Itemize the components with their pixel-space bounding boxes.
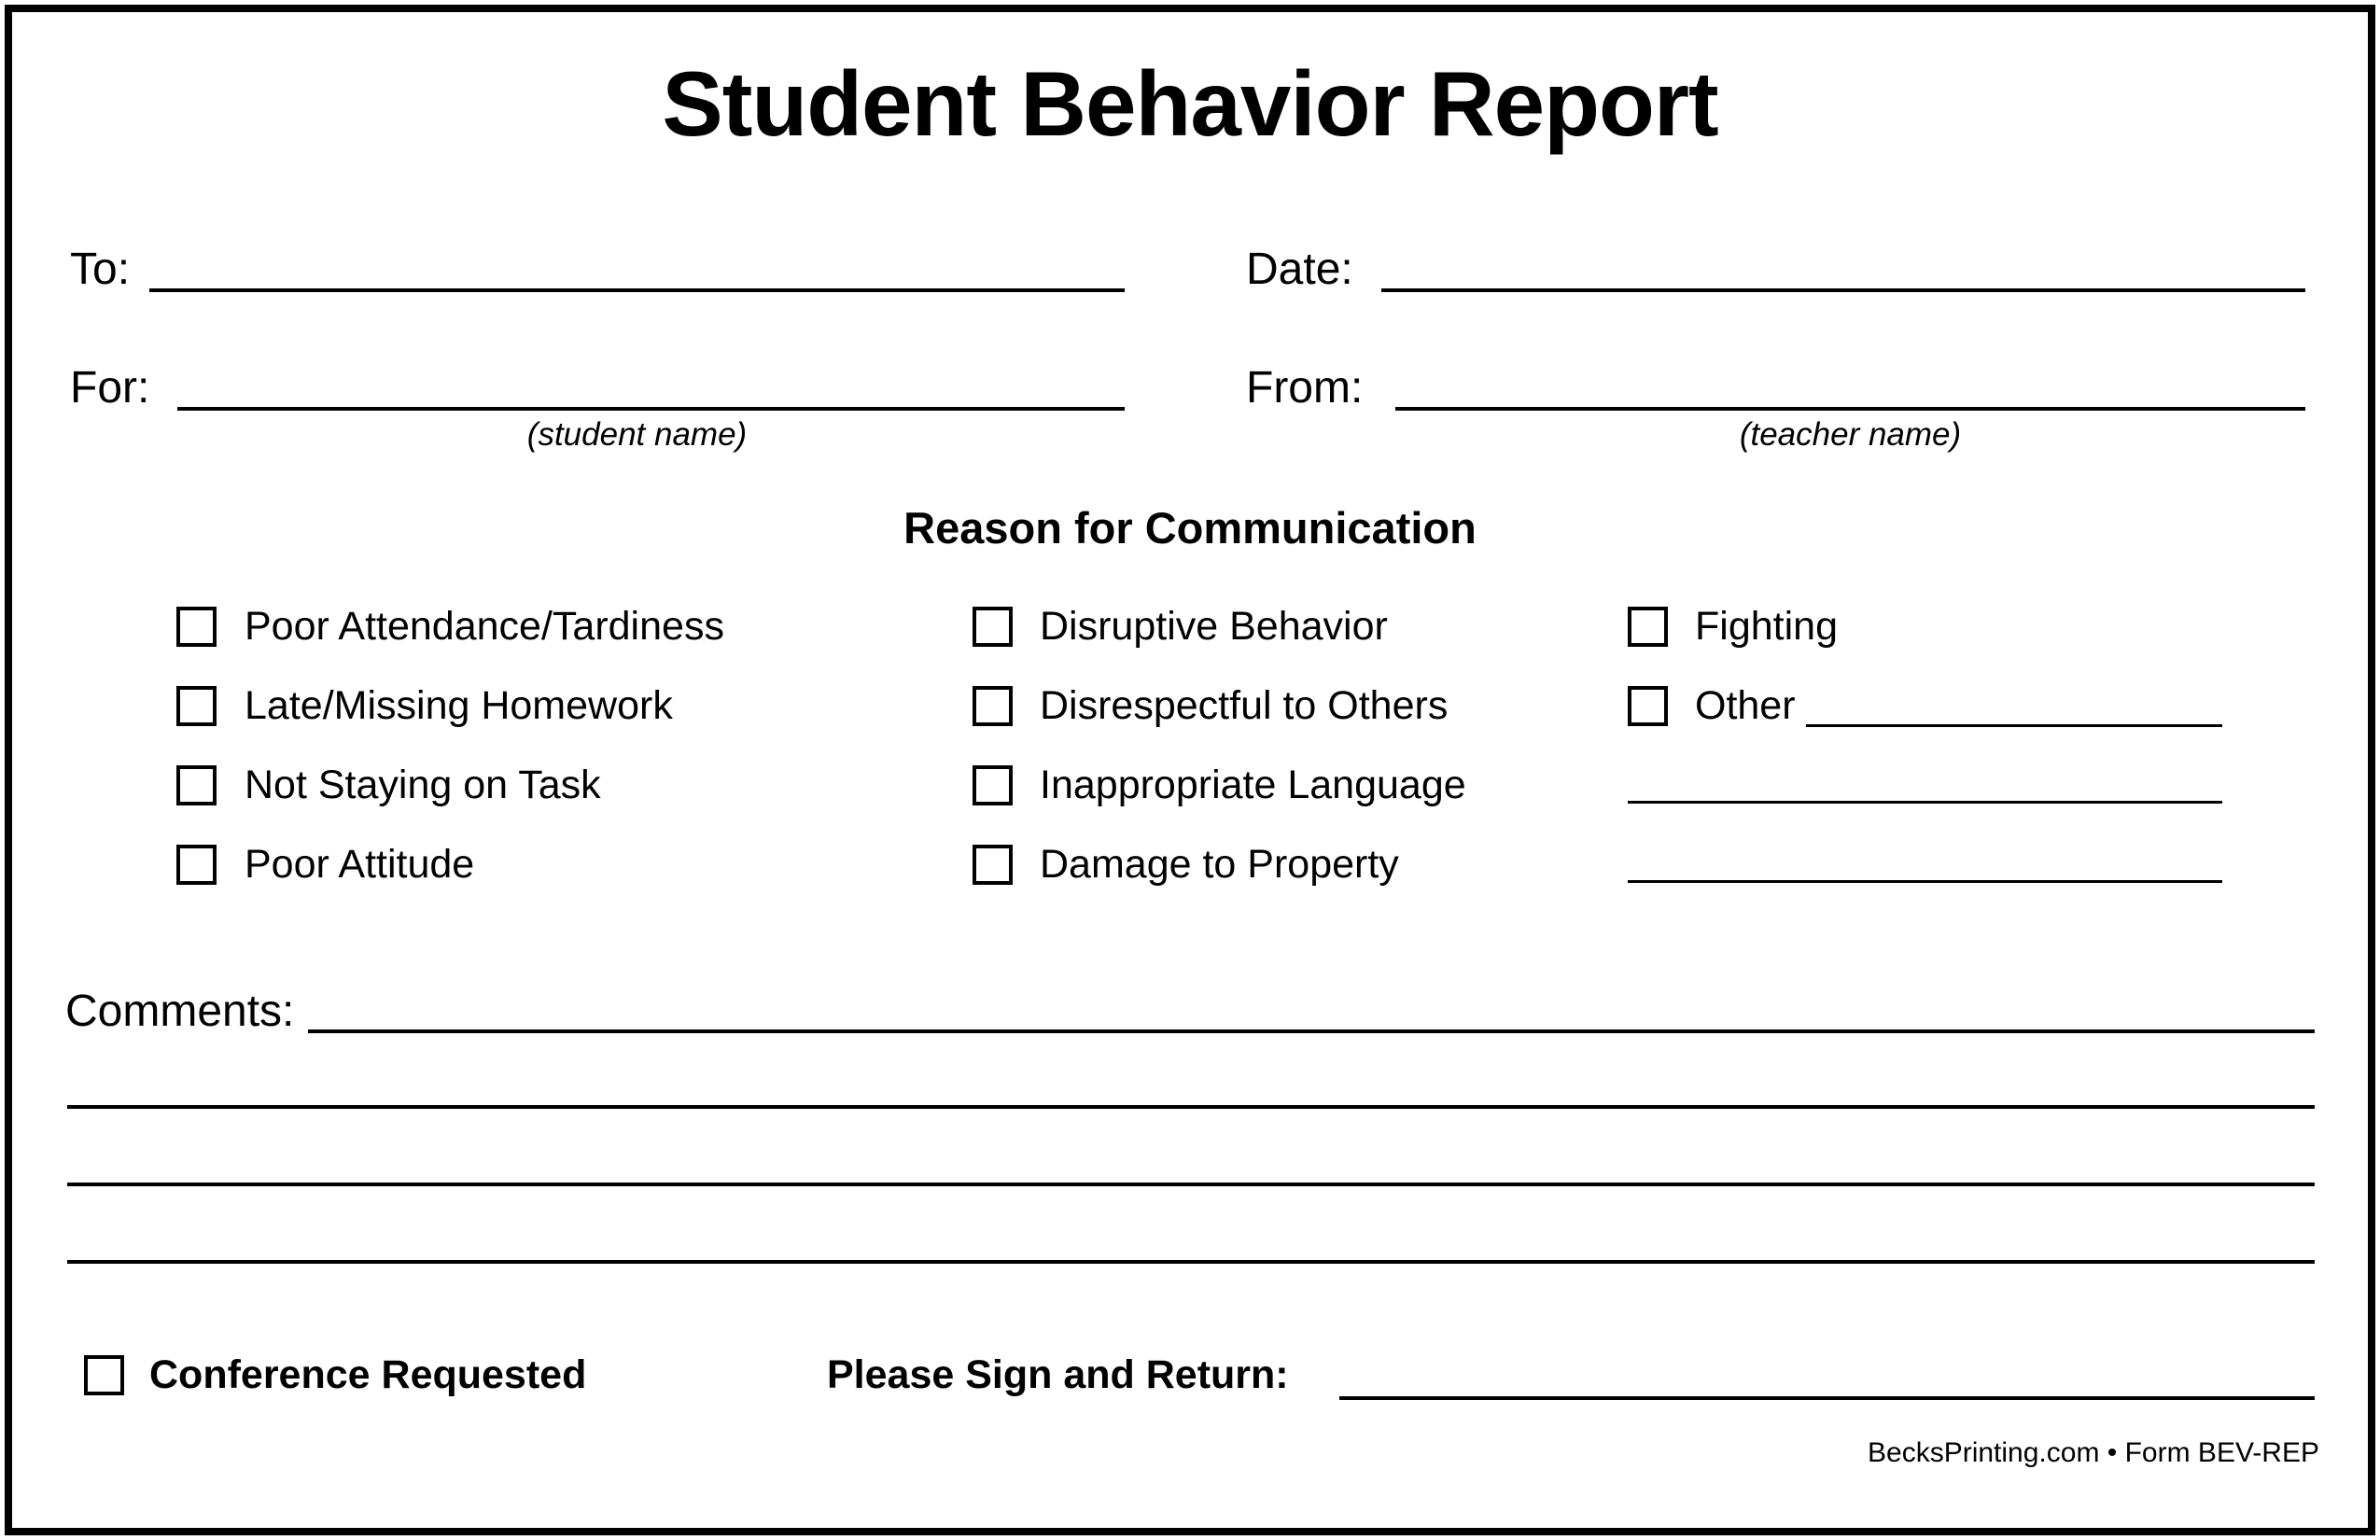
form-title: Student Behavior Report bbox=[662, 52, 1718, 155]
checkbox-disrespectful-to-others[interactable] bbox=[973, 686, 1013, 726]
printer-credit: BecksPrinting.com • Form BEV-REP bbox=[1868, 1437, 2319, 1468]
checkbox-damage-to-property[interactable] bbox=[973, 845, 1013, 885]
checkbox-other[interactable] bbox=[1628, 686, 1668, 726]
teacher-name-hint: (teacher name) bbox=[1739, 416, 1962, 453]
teacher-name-input-line[interactable] bbox=[1395, 407, 2305, 411]
to-input-line[interactable] bbox=[149, 288, 1125, 292]
comments-label: Comments: bbox=[65, 987, 295, 1036]
for-label: For: bbox=[70, 363, 150, 413]
from-label: From: bbox=[1246, 363, 1364, 413]
label-fighting: Fighting bbox=[1695, 604, 1838, 649]
date-label: Date: bbox=[1246, 245, 1353, 294]
checkbox-poor-attitude[interactable] bbox=[176, 845, 217, 885]
label-poor-attendance-tardiness: Poor Attendance/Tardiness bbox=[245, 604, 724, 649]
checkbox-poor-attendance-tardiness[interactable] bbox=[176, 607, 217, 647]
signature-input-line[interactable] bbox=[1339, 1396, 2315, 1400]
label-poor-attitude: Poor Attitude bbox=[245, 842, 475, 887]
label-not-staying-on-task: Not Staying on Task bbox=[245, 763, 601, 807]
label-inappropriate-language: Inappropriate Language bbox=[1040, 763, 1466, 807]
other-input-line[interactable] bbox=[1806, 724, 2222, 727]
sign-and-return-label: Please Sign and Return: bbox=[827, 1352, 1289, 1397]
label-disruptive-behavior: Disruptive Behavior bbox=[1040, 604, 1388, 649]
other-continuation-line-1[interactable] bbox=[1628, 801, 2222, 804]
label-disrespectful-to-others: Disrespectful to Others bbox=[1040, 683, 1449, 728]
checkbox-late-missing-homework[interactable] bbox=[176, 686, 217, 726]
comments-line-2[interactable] bbox=[67, 1105, 2315, 1109]
checkbox-inappropriate-language[interactable] bbox=[973, 765, 1013, 805]
date-input-line[interactable] bbox=[1381, 288, 2305, 292]
comments-line-4[interactable] bbox=[67, 1260, 2315, 1264]
label-other: Other bbox=[1695, 683, 1796, 728]
checkbox-not-staying-on-task[interactable] bbox=[176, 765, 217, 805]
checkbox-disruptive-behavior[interactable] bbox=[973, 607, 1013, 647]
comments-line-1[interactable] bbox=[308, 1029, 2315, 1033]
label-late-missing-homework: Late/Missing Homework bbox=[245, 683, 673, 728]
checkbox-fighting[interactable] bbox=[1628, 607, 1668, 647]
comments-line-3[interactable] bbox=[67, 1183, 2315, 1186]
to-label: To: bbox=[70, 245, 131, 294]
student-name-input-line[interactable] bbox=[177, 407, 1125, 411]
checkbox-conference-requested[interactable] bbox=[84, 1355, 124, 1395]
reason-section-heading: Reason for Communication bbox=[903, 503, 1477, 553]
student-name-hint: (student name) bbox=[526, 416, 748, 453]
label-damage-to-property: Damage to Property bbox=[1040, 842, 1399, 887]
other-continuation-line-2[interactable] bbox=[1628, 880, 2222, 883]
conference-requested-label: Conference Requested bbox=[149, 1352, 587, 1397]
